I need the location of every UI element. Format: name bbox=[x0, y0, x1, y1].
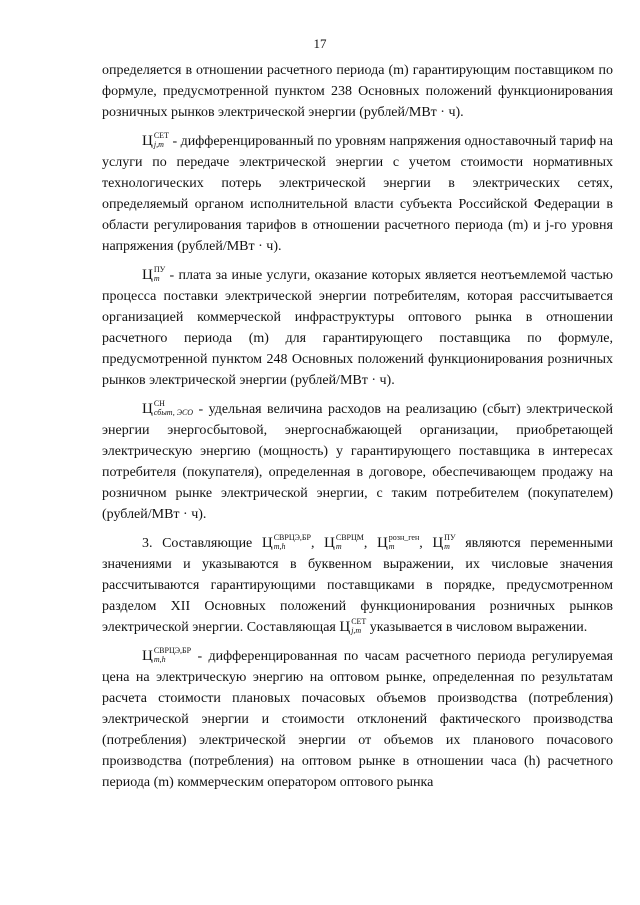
symbol-tssvrcm: Ц СВРЦМ m bbox=[324, 532, 364, 551]
paragraph-5: 3. Составляющие Ц СВРЦЭ,БР m,h , Ц СВРЦМ m , Ц розн_ген m , Ц ПУ m являются переменными значениями и указываются в буквенном выражении, их числовые значения рассчитываются гарантирующими поставщиками в порядке, предусмотренном разделом XII Основных положений функционирования розничных рынков электрической энергии. Составляющая Ц СЕТ j,m указывается в числовом выражении. bbox=[102, 532, 614, 635]
symbol-tspu-2: Ц ПУ m bbox=[432, 532, 456, 551]
symbol-tssvrce: Ц СВРЦЭ,БР m,h bbox=[261, 532, 311, 551]
symbol-tssn: Ц СН сбыт, ЭСО bbox=[142, 398, 194, 417]
paragraph-1: определяется в отношении расчетного периода (m) гарантирующим поставщиком по формуле, предусмотренной пунктом 238 Основных положений функционирования розничных рынков электрической энергии (рублей/МВт · ч). bbox=[102, 63, 613, 120]
symbol-tsrozn: Ц розн_ген m bbox=[376, 532, 420, 551]
symbol-tsset-2: Ц СЕТ j,m bbox=[339, 616, 367, 635]
paragraph-4: Ц СН сбыт, ЭСО - удельная величина расходов на реализацию (сбыт) электрической энергии энергосбытовой, энергоснабжающей организации, приобретающей электрическую энергию (мощность) у гарантирующего поставщика в интересах потребителя (покупателя), определенная в договоре, обеспечивающем продажу на розничном рынке электрической энергии, с таким потребителем (покупателем) (рублей/МВт · ч). bbox=[102, 398, 613, 522]
paragraph-6: Ц СВРЦЭ,БР m,h - дифференцированная по часам расчетного периода регулируемая цена на электрическую энергию на оптовом рынке, определенная по результатам расчета стоимости плановых почасовых объемов производства (потребления) электрической энергии и стоимости отклонений фактического производства (потребления) электрической энергии от объемов их планового почасового производства (потребления) на оптовом рынке в отношении часа (h) расчетного периода (m) коммерческим оператором оптового рынка bbox=[102, 645, 613, 790]
page-number: 17 bbox=[313, 36, 327, 51]
symbol-tssvrce-2: Ц СВРЦЭ,БР m,h bbox=[142, 645, 192, 664]
paragraph-3: Ц ПУ m - плата за иные услуги, оказание которых является неотъемлемой частью процесса поставки электрической энергии потребителям, которая рассчитывается организацией коммерческой инфраструктуры оптового рынка в отношении расчетного периода (m) для гарантирующего поставщика по формуле, предусмотренной пунктом 248 Основных положений функционирования розничных рынков электрической энергии (рублей/МВт · ч). bbox=[102, 264, 613, 388]
paragraph-2: Ц СЕТ j,m - дифференцированный по уровням напряжения одноставочный тариф на услуги по передаче электрической энергии с учетом стоимости нормативных технологических потерь электрической энергии в электрических сетях, определяемый органом исполнительной власти субъекта Российской Федерации в области регулирования тарифов в отношении расчетного периода (m) и j-го уровня напряжения (рублей/МВт · ч). bbox=[102, 130, 613, 254]
document-body bbox=[102, 60, 613, 801]
symbol-tspu: Ц ПУ m bbox=[142, 264, 166, 283]
symbol-tsset: Ц СЕТ j,m bbox=[142, 130, 169, 149]
